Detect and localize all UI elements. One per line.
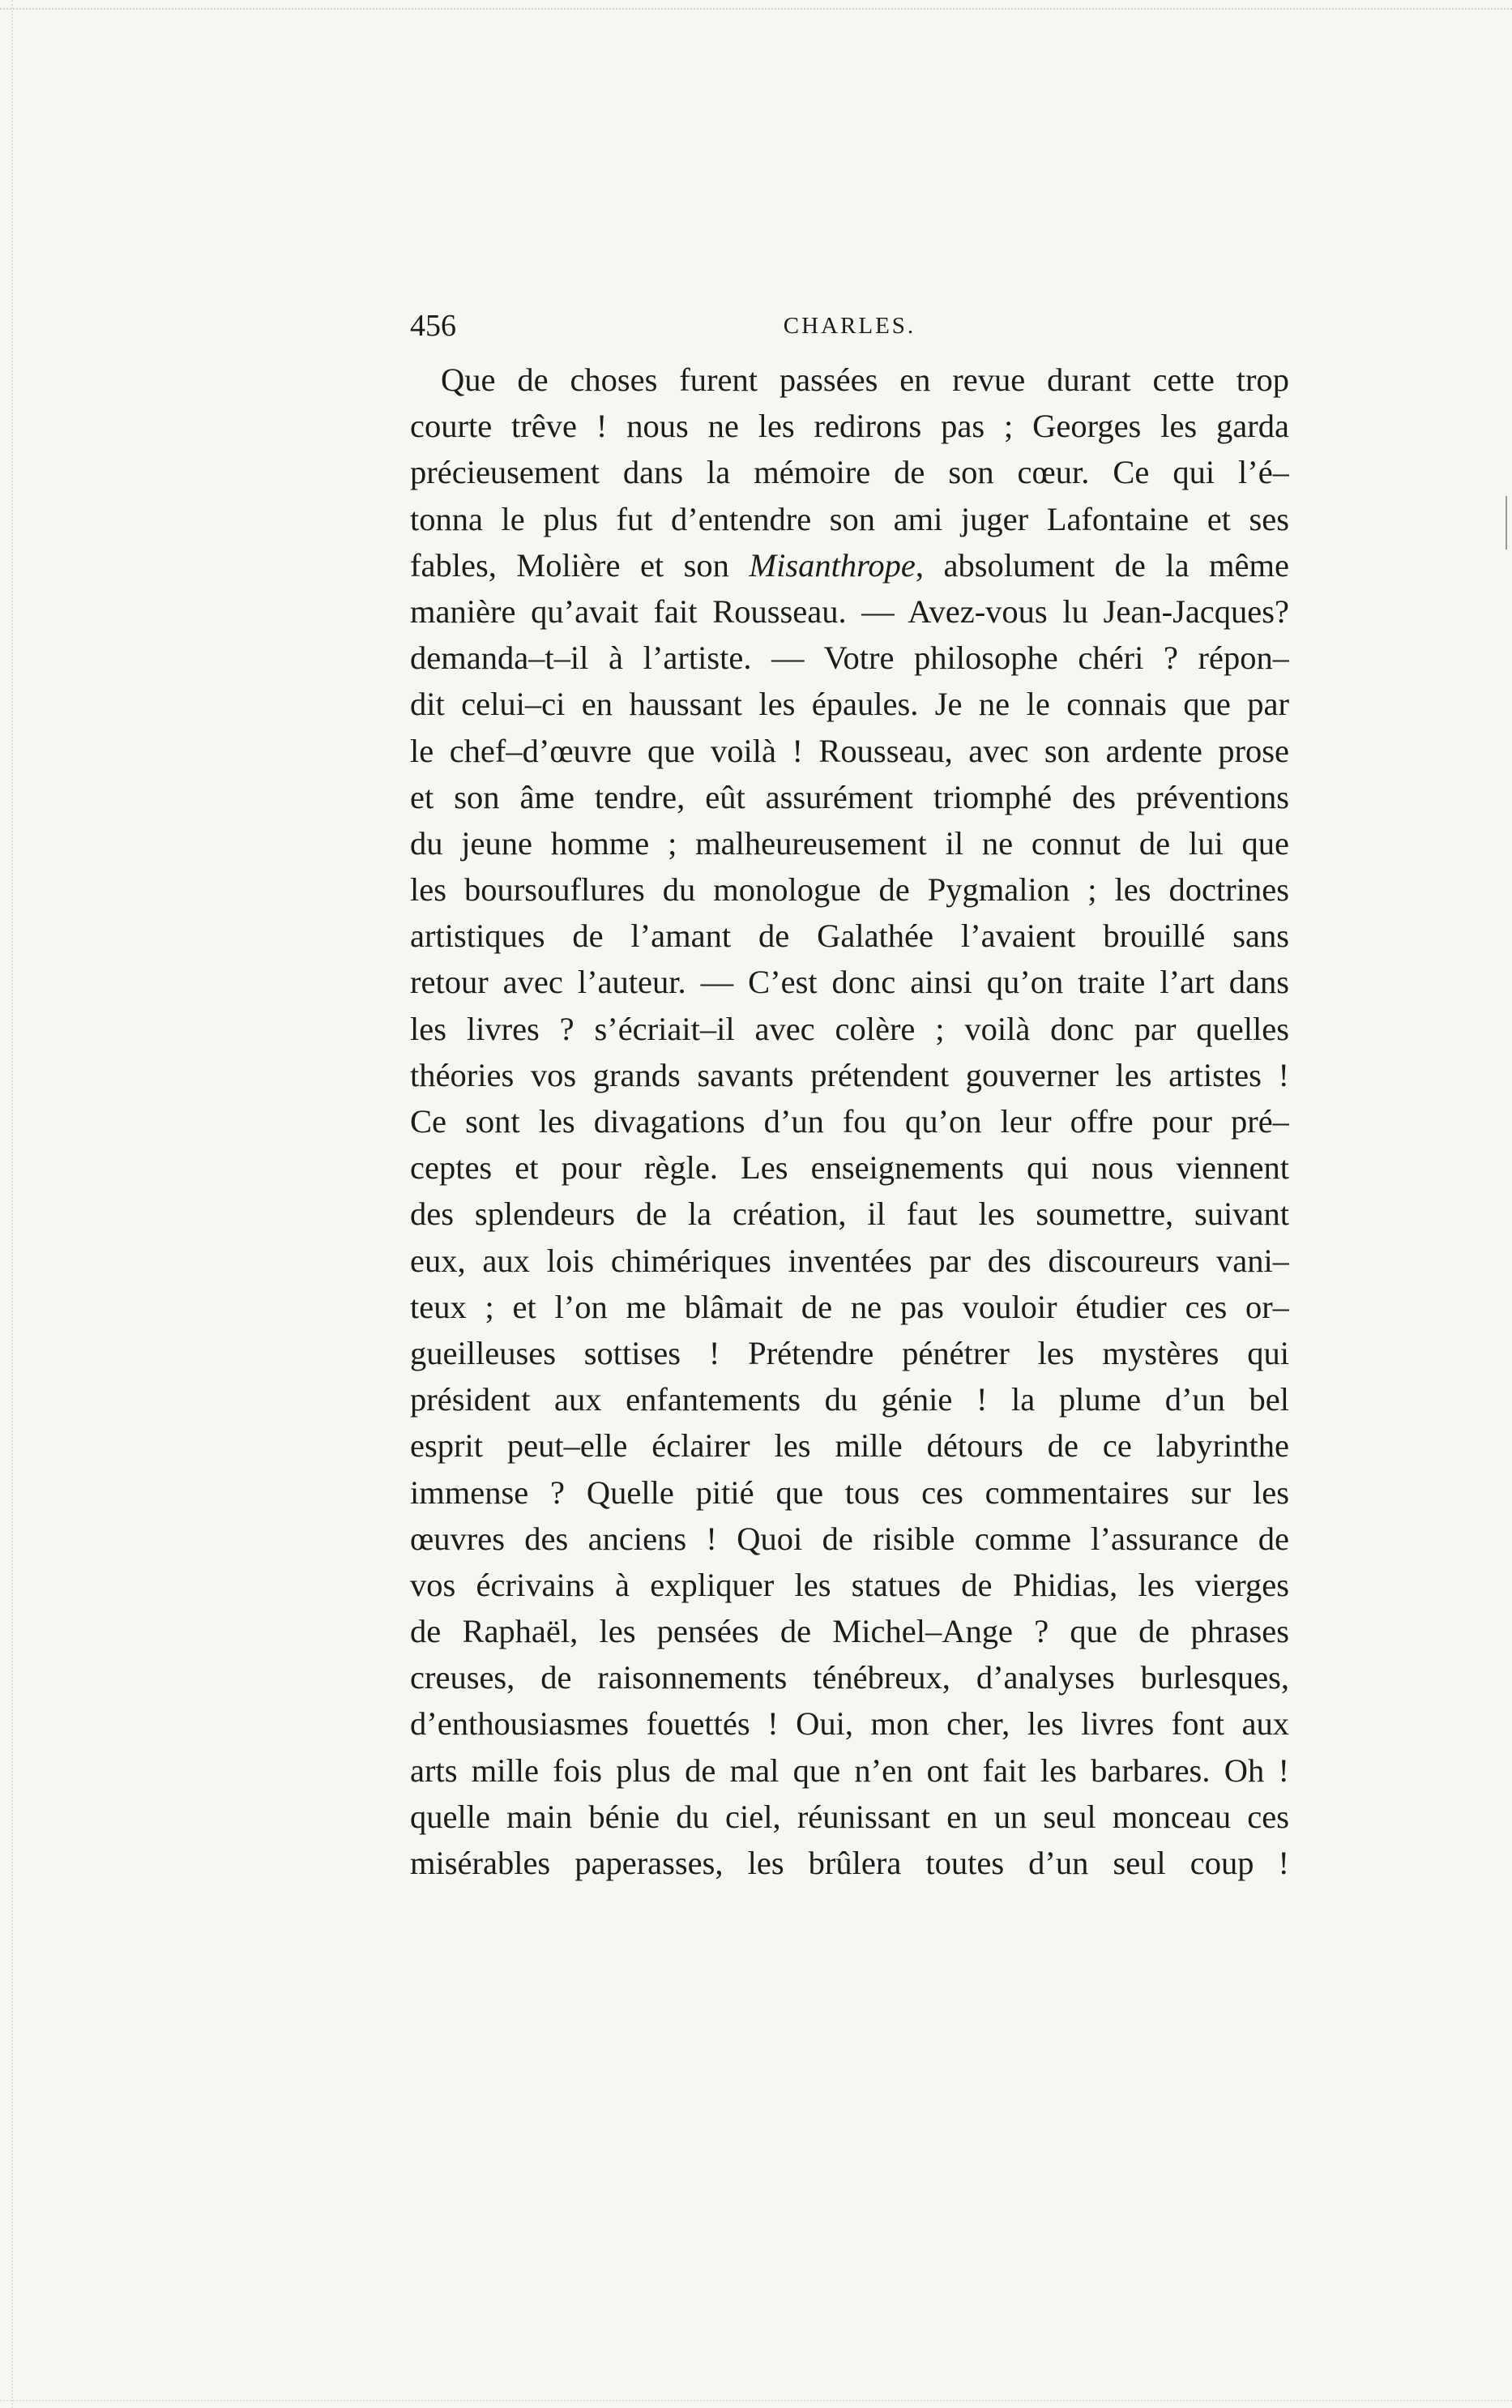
text-line: immense ? Quelle pitié que tous ces commentaires sur les (410, 1473, 1289, 1511)
page-header (410, 302, 1289, 350)
page-left-edge (0, 0, 13, 2408)
text-line: les livres ? s’écriait–il avec colère ; voilà donc par quelles (410, 1010, 1289, 1047)
text-line: quelle main bénie du ciel, réunissant en un seul monceau ces (410, 1798, 1289, 1835)
text-line: du jeune homme ; malheureusement il ne connut de lui que (410, 824, 1289, 862)
body-text (410, 357, 1289, 1886)
text-line: Que de choses furent passées en revue durant cette trop (441, 361, 1289, 398)
text-line: manière qu’avait fait Rousseau. — Avez-vous lu Jean-Jacques? (410, 592, 1289, 630)
text-line: les boursouflures du monologue de Pygmalion ; les doctrines (410, 871, 1289, 909)
text-line: eux, aux lois chimériques inventées par des discoureurs vani– (410, 1242, 1289, 1279)
text-line: arts mille fois plus de mal que n’en ont fait les barbares. Oh ! (410, 1751, 1289, 1789)
text-line: dit celui–ci en haussant les épaules. Je ne le connais que par (410, 686, 1289, 723)
text-line: demanda–t–il à l’artiste. — Votre philosophe chéri ? répon– (410, 639, 1289, 677)
text-line: de Raphaël, les pensées de Michel–Ange ? que de phrases (410, 1613, 1289, 1650)
text-line: vos écrivains à expliquer les statues de Phidias, les vierges (410, 1566, 1289, 1603)
text-line: courte trêve ! nous ne les redirons pas ; Georges les garda (410, 408, 1289, 445)
text-line: œuvres des anciens ! Quoi de risible comme l’assurance de (410, 1520, 1289, 1557)
text-line: tonna le plus fut d’entendre son ami juger Lafontaine et ses (410, 500, 1289, 537)
text-line: théories vos grands savants prétendent gouverner les artistes ! (410, 1056, 1289, 1093)
text-line: d’enthousiasmes fouettés ! Oui, mon cher, les livres font aux (410, 1705, 1289, 1743)
text-line: creuses, de raisonnements ténébreux, d’analyses burlesques, (410, 1659, 1289, 1696)
text-line: gueilleuses sottises ! Prétendre pénétrer les mystères qui (410, 1334, 1289, 1371)
text-line: et son âme tendre, eût assurément triomphé des préventions (410, 778, 1289, 815)
text-line: artistiques de l’amant de Galathée l’avaient brouillé sans (410, 917, 1289, 955)
text-line: fables, Molière et son Misanthrope, absolument de la même (410, 546, 1289, 584)
text-line: misérables paperasses, les brûlera toutes d’un seul coup ! (410, 1845, 1289, 1881)
page-bottom-edge (0, 2400, 1512, 2408)
text-line: ceptes et pour règle. Les enseignements qui nous viennent (410, 1149, 1289, 1187)
text-line: Ce sont les divagations d’un fou qu’on leur offre pour pré– (410, 1103, 1289, 1140)
running-head: CHARLES. (783, 313, 916, 339)
text-line: le chef–d’œuvre que voilà ! Rousseau, avec son ardente prose (410, 732, 1289, 769)
margin-mark (1506, 496, 1507, 550)
text-line: président aux enfantements du génie ! la plume d’un bel (410, 1381, 1289, 1418)
text-line: des splendeurs de la création, il faut les soumettre, suivant (410, 1195, 1289, 1233)
text-line: esprit peut–elle éclairer les mille détours de ce labyrinthe (410, 1427, 1289, 1465)
page-top-edge (0, 0, 1512, 10)
text-line: retour avec l’auteur. — C’est donc ainsi qu’on traite l’art dans (410, 964, 1289, 1001)
text-line: teux ; et l’on me blâmait de ne pas vouloir étudier ces or– (410, 1288, 1289, 1325)
page-number: 456 (410, 309, 456, 343)
work-title: Misanthrope (749, 546, 916, 584)
text-line: précieusement dans la mémoire de son cœur. Ce qui l’é– (410, 454, 1289, 491)
